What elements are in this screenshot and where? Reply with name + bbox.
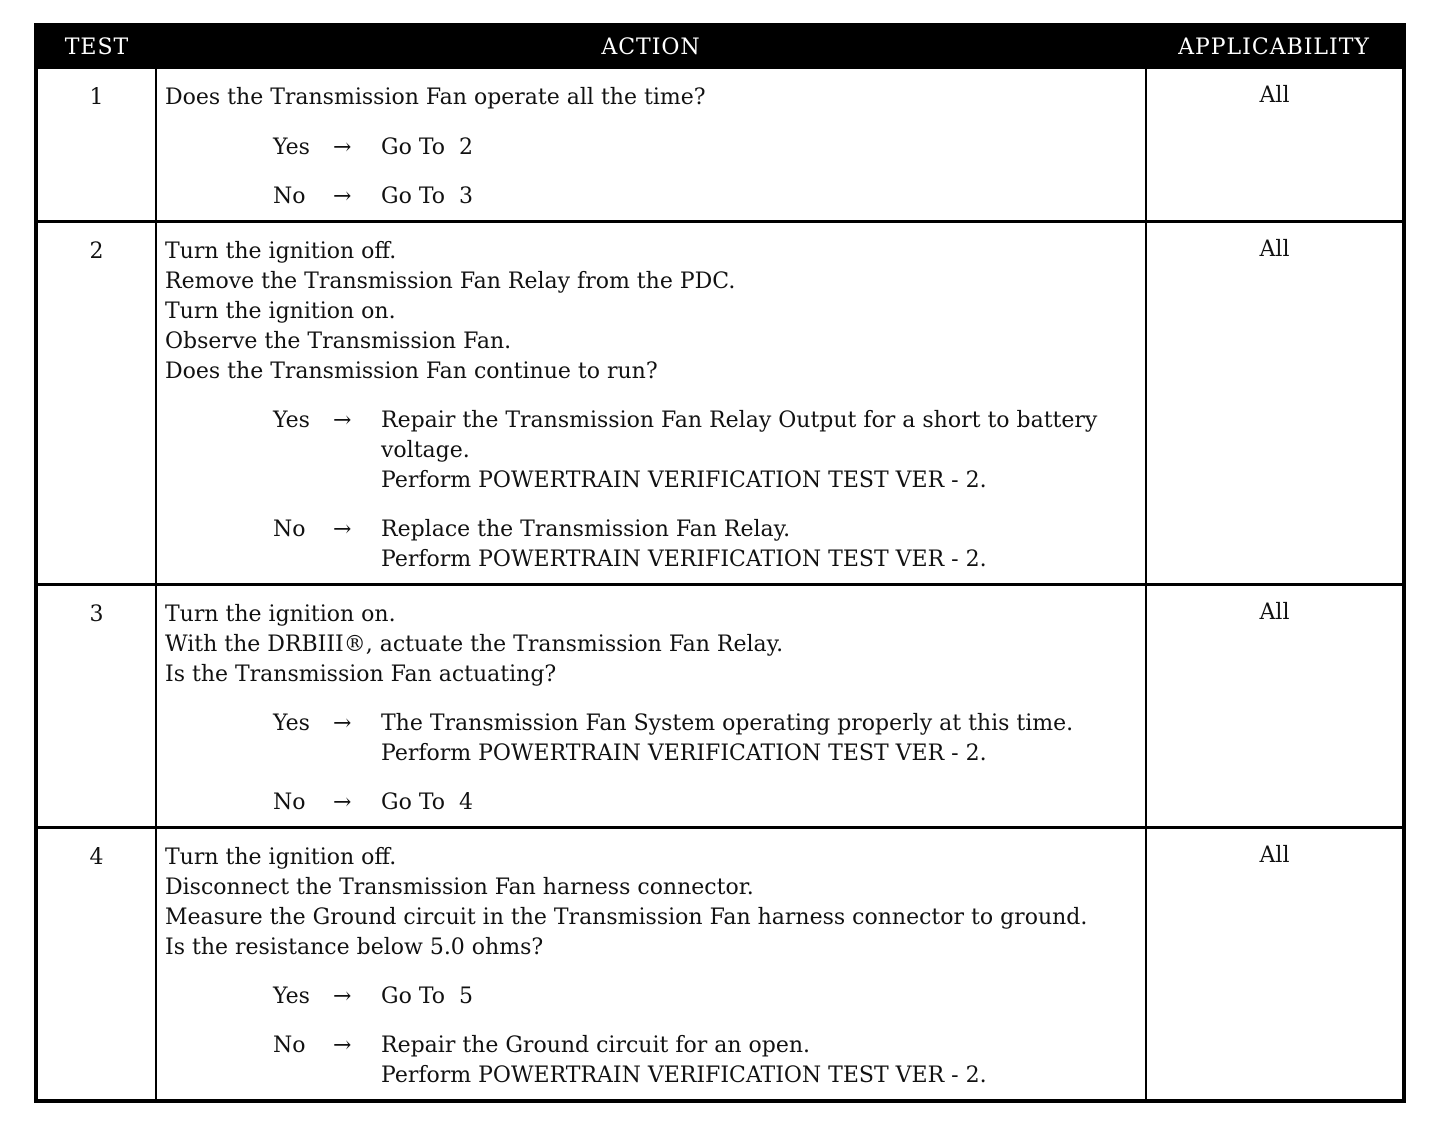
goto-label: Go To — [381, 184, 446, 209]
outcome-yes — [273, 406, 1137, 496]
step-line: Disconnect the Transmission Fan harness connector. — [165, 875, 754, 900]
goto-number: 5 — [459, 984, 474, 1009]
arrow-icon: → — [333, 184, 352, 209]
step-line: Observe the Transmission Fan. — [165, 329, 512, 354]
step-line: Turn the ignition on. — [165, 299, 396, 324]
test-row — [36, 222, 1404, 585]
test-row — [36, 585, 1404, 828]
table-header-row — [36, 25, 1404, 68]
outcome-result — [381, 406, 1137, 496]
test-applicability: All — [1146, 222, 1404, 585]
outcome-result — [381, 709, 1137, 769]
goto-number: 3 — [459, 184, 474, 209]
answer-label: No — [273, 790, 306, 815]
header-action: ACTION — [156, 25, 1146, 68]
answer-label: No — [273, 1033, 306, 1058]
outcome-no — [273, 515, 1137, 575]
answer-label: Yes — [273, 135, 310, 160]
result-line: Repair the Ground circuit for an open. — [381, 1033, 811, 1058]
diagnostic-test-table — [34, 23, 1406, 1103]
header-test: TEST — [36, 25, 156, 68]
step-line: Turn the ignition off. — [165, 239, 397, 264]
goto-label: Go To — [381, 790, 446, 815]
step-line: Remove the Transmission Fan Relay from the PDC. — [165, 269, 736, 294]
arrow-icon: → — [333, 984, 352, 1009]
step-line: Turn the ignition on. — [165, 602, 396, 627]
outcome-no — [273, 788, 1137, 818]
outcome-result — [381, 133, 1137, 163]
step-line: Is the Transmission Fan actuating? — [165, 662, 557, 687]
answer-label: Yes — [273, 408, 310, 433]
header-applicability: APPLICABILITY — [1146, 25, 1404, 68]
arrow-icon: → — [333, 790, 352, 815]
test-number: 1 — [36, 68, 156, 222]
step-line: Turn the ignition off. — [165, 845, 397, 870]
answer-label: Yes — [273, 711, 310, 736]
outcome-result — [381, 1031, 1137, 1091]
arrow-icon: → — [333, 135, 352, 160]
result-line: Replace the Transmission Fan Relay. — [381, 517, 791, 542]
result-line: Perform POWERTRAIN VERIFICATION TEST VER - 2. — [381, 468, 987, 493]
arrow-icon: → — [333, 1033, 352, 1058]
test-number: 3 — [36, 585, 156, 828]
answer-label: Yes — [273, 984, 310, 1009]
result-line: Repair the Transmission Fan Relay Output for a short to battery voltage. — [381, 408, 1098, 463]
result-line: Perform POWERTRAIN VERIFICATION TEST VER - 2. — [381, 1063, 987, 1088]
test-applicability: All — [1146, 68, 1404, 222]
step-line: Does the Transmission Fan continue to run? — [165, 359, 658, 384]
test-action — [156, 222, 1146, 585]
test-action — [156, 68, 1146, 222]
outcome-yes — [273, 982, 1137, 1012]
goto-label: Go To — [381, 135, 446, 160]
test-number: 4 — [36, 828, 156, 1102]
step-line: Does the Transmission Fan operate all the time? — [165, 85, 706, 110]
test-action — [156, 585, 1146, 828]
arrow-icon: → — [333, 408, 352, 433]
test-row — [36, 828, 1404, 1102]
outcome-result — [381, 982, 1137, 1012]
outcome-result — [381, 788, 1137, 818]
step-line: Is the resistance below 5.0 ohms? — [165, 935, 544, 960]
test-applicability: All — [1146, 585, 1404, 828]
goto-label: Go To — [381, 984, 446, 1009]
result-line: Perform POWERTRAIN VERIFICATION TEST VER - 2. — [381, 547, 987, 572]
arrow-icon: → — [333, 711, 352, 736]
goto-number: 2 — [459, 135, 474, 160]
arrow-icon: → — [333, 517, 352, 542]
outcome-no — [273, 1031, 1137, 1091]
outcome-result — [381, 182, 1137, 212]
outcome-no — [273, 182, 1137, 212]
outcome-yes — [273, 133, 1137, 163]
goto-number: 4 — [459, 790, 474, 815]
result-line: Perform POWERTRAIN VERIFICATION TEST VER - 2. — [381, 741, 987, 766]
answer-label: No — [273, 517, 306, 542]
outcome-yes — [273, 709, 1137, 769]
test-number: 2 — [36, 222, 156, 585]
step-line: Measure the Ground circuit in the Transmission Fan harness connector to ground. — [165, 905, 1088, 930]
outcome-result — [381, 515, 1137, 575]
step-line: With the DRBIII®, actuate the Transmission Fan Relay. — [165, 632, 784, 657]
test-applicability: All — [1146, 828, 1404, 1102]
test-action — [156, 828, 1146, 1102]
answer-label: No — [273, 184, 306, 209]
test-row — [36, 68, 1404, 222]
result-line: The Transmission Fan System operating properly at this time. — [381, 711, 1074, 736]
